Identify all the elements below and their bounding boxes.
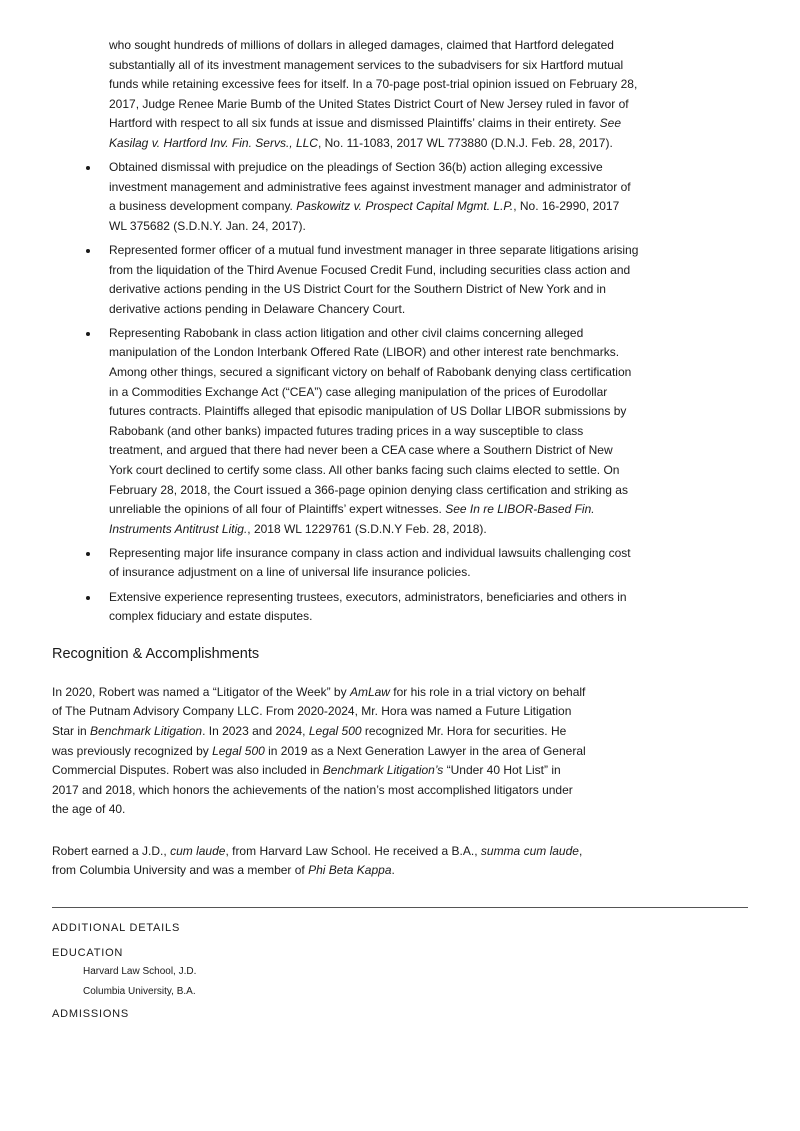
continuation-tail: , No. 11-1083, 2017 WL 773880 (D.N.J. Feb. 28, 2017). (317, 135, 613, 150)
publication-name: Benchmark Litigation’s (322, 763, 444, 778)
text-run: “Under 40 Hot List” in 2017 and 2018, which honors the achievements of the nation’s most accomplished litigators under the age of 40. (52, 763, 573, 817)
matter-tail: , 2018 WL 1229761 (S.D.N.Y Feb. 28, 2018). (247, 521, 487, 536)
text-run: , from Harvard Law School. He received a B.A., (225, 843, 481, 858)
admissions-label: ADMISSIONS (52, 1008, 130, 1021)
document-page (52, 36, 752, 1021)
publication-name: AmLaw (349, 684, 390, 699)
education-item-columbia: Columbia University, B.A. (83, 986, 196, 998)
continuation-citation: See Kasilag v. Hartford Inv. Fin. Servs., LLC (109, 116, 622, 150)
publication-name: Legal 500 (212, 743, 265, 758)
text-run: , from Columbia University and was a member of (52, 843, 583, 878)
list-item (52, 588, 639, 627)
text-run: . In 2023 and 2024, (202, 723, 309, 738)
recognition-heading: Recognition & Accomplishments (52, 645, 260, 662)
publication-name: Benchmark Litigation (90, 723, 203, 738)
recognition-paragraph (52, 683, 587, 820)
matter-text: Extensive experience representing trustees, executors, administrators, beneficiaries and others in complex fiduciary and estate disputes. (109, 589, 627, 624)
text-run: recognized Mr. Hora for securities. He was previously recognized by (52, 723, 567, 758)
representative-matters-list (52, 158, 639, 627)
bullet-continuation (109, 36, 639, 154)
list-item (52, 324, 639, 540)
matter-text: Representing major life insurance company in class action and individual lawsuits challenging cost of insurance adjustment on a line of universal life insurance policies. (109, 545, 631, 580)
list-item (52, 158, 639, 236)
continuation-text: who sought hundreds of millions of dollars in alleged damages, claimed that Hartford delegated substantially all of its investment management services to the subadvisers for six Hartford mutual funds while retaining excessive fees for itself. In a 70-page post-trial opinion issued on February 28, 2017, Judge Renee Marie Bumb of the United States District Court of New Jersey ruled in favor of Hartford with respect to all six funds at issue and dismissed Plaintiffs’ claims in their entirety. (109, 38, 638, 131)
education-item-harvard: Harvard Law School, J.D. (83, 966, 197, 978)
text-run: for his role in a trial victory on behalf of The Putnam Advisory Company LLC. From 2020-2024, Mr. Hora was named a Future Litigation Star in (52, 684, 586, 738)
text-run: in 2019 as a Next Generation Lawyer in the area of General Commercial Disputes. Robert was also included in (52, 743, 586, 778)
publication-name: Legal 500 (308, 723, 362, 738)
matter-text: Represented former officer of a mutual fund investment manager in three separate litigations arising from the liquidation of the Third Avenue Focused Credit Fund, including securities class action and derivative actions pending in the US District Court for the Southern District of New York and in derivative actions pending in Delaware Chancery Court. (109, 242, 639, 316)
matter-citation: Paskowitz v. Prospect Capital Mgmt. L.P. (296, 199, 514, 214)
honor-term: cum laude (170, 843, 226, 858)
matter-text: Representing Rabobank in class action litigation and other civil claims concerning alleged manipulation of the London Interbank Offered Rate (LIBOR) and other interest rate benchmarks. Among other things, secured a significant victory on behalf of Rabobank denying class certification in a Commodities Exchange Act (“CEA”) case alleging manipulation of the prices of Eurodollar futures contracts. Plaintiffs alleged that episodic manipulation of US Dollar LIBOR submissions by Rabobank (and other banks) impacted futures trading prices in a way susceptible to class treatment, and argued that there had never been a CEA case where a Southern District of New York court declined to certify some class. All other banks facing such claims elected to settle. On February 28, 2018, the Court issued a 366-page opinion denying class certification and striking as unreliable the opinions of all four of Plaintiffs’ expert witnesses. (109, 325, 632, 517)
text-run: In 2020, Robert was named a “Litigator of the Week” by (52, 684, 350, 699)
text-run: . (391, 863, 395, 878)
matter-tail: , No. 16-2990, 2017 WL 375682 (S.D.N.Y. Jan. 24, 2017). (109, 199, 620, 233)
matter-text: Obtained dismissal with prejudice on the pleadings of Section 36(b) action alleging excessive investment management and administrative fees against investment manager and administrator of a business development company. (109, 160, 631, 214)
education-paragraph (52, 842, 587, 881)
text-run: Robert earned a J.D., (52, 843, 171, 858)
honor-term: summa cum laude (480, 843, 579, 858)
additional-details-heading: ADDITIONAL DETAILS (52, 922, 181, 935)
section-divider (52, 907, 748, 908)
matter-citation: See In re LIBOR-Based Fin. Instruments Antitrust Litig. (109, 502, 595, 536)
list-item (52, 241, 639, 319)
education-label: EDUCATION (52, 947, 124, 960)
list-item (52, 544, 639, 583)
honor-term: Phi Beta Kappa (308, 863, 392, 878)
